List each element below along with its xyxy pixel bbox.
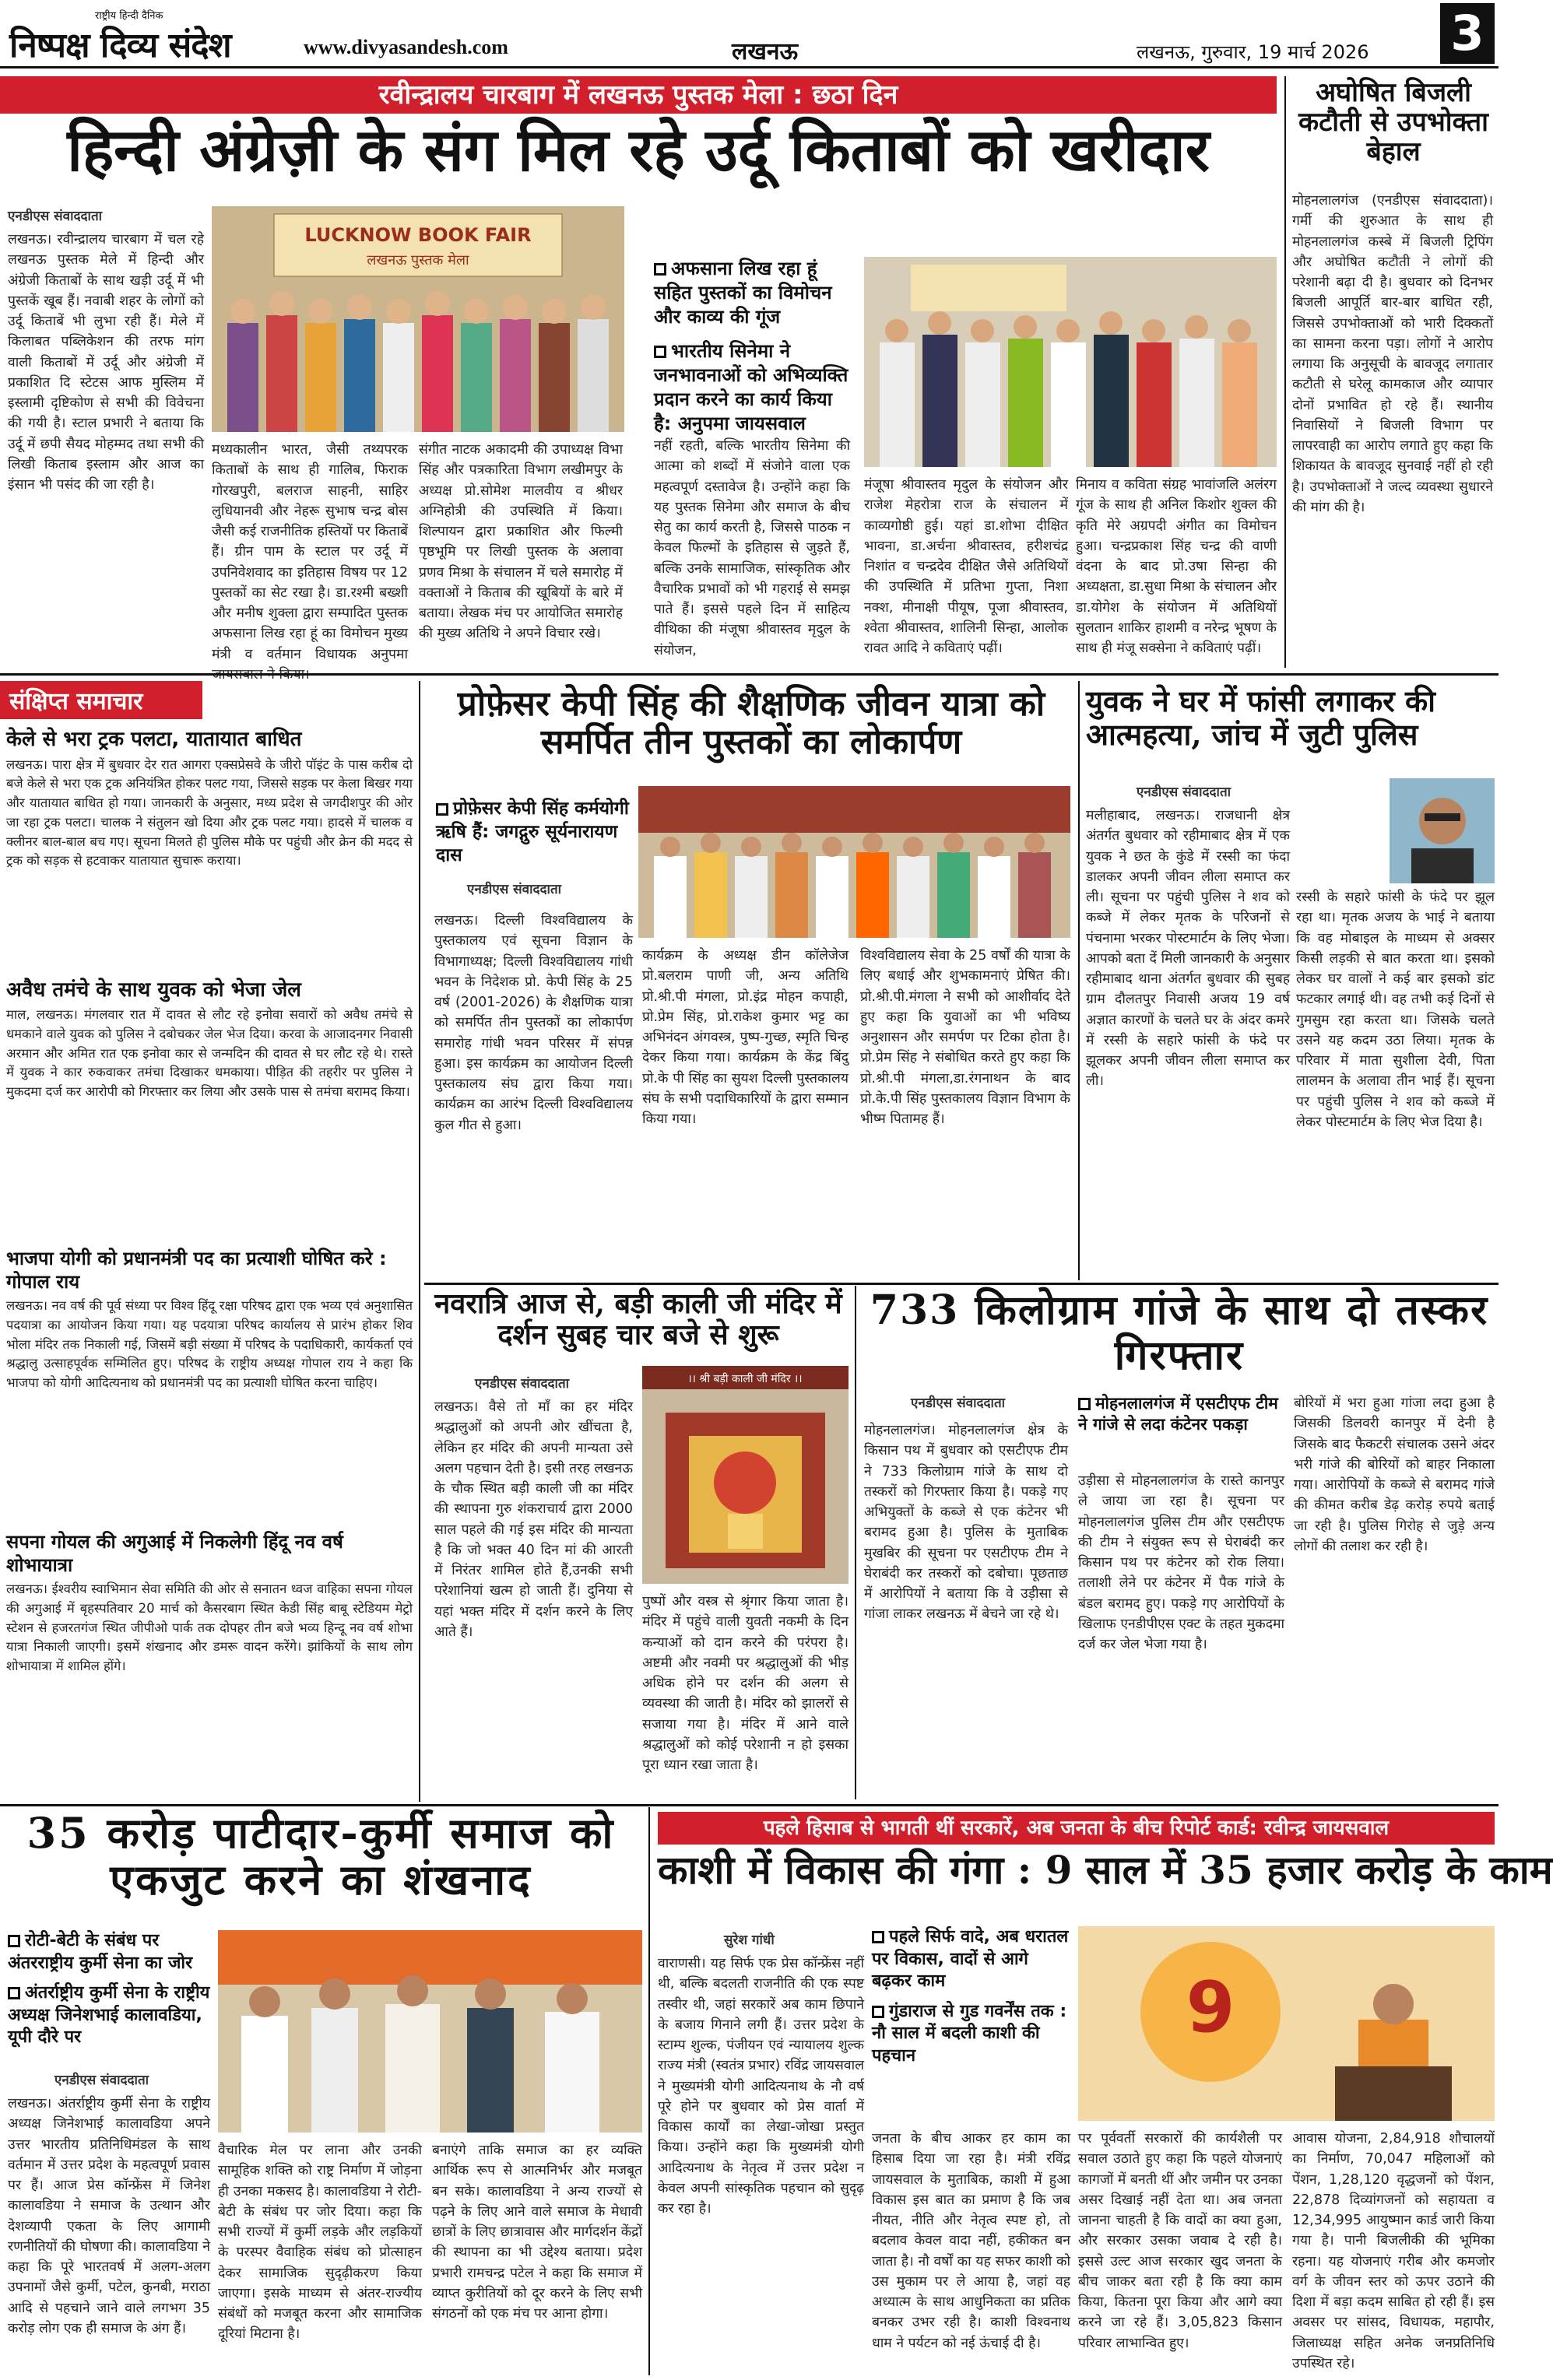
lead-col-1: लखनऊ। रवीन्द्रालय चारबाग में चल रहे लखनऊ पुस्तक मेले में हिन्दी और अंग्रेजी किताबों के साथ खड़ी उर्दू में भी पुस्तकें खूब हैं। नवाबी शहर के लोगों को उर्दू किताबें भी लुभा रही हैं। मेले में किलाबत पब्लिकेशन की तरफ मांग वाली किताबों में उर्दू और अंग्रेजी में प्रकाशित दि स्टेटस आफ मुस्लिम में इस्लामी दृष्टिकोण से सभी की विवेचना की गयी है। स्टाल प्रभारी ने बताया कि उर्दू में छपी सैयद मोहम्मद तथा सभी की लिखी किताब इस्लाम और आज का इंसान भी पसंद की जा रही है। [8, 232, 204, 493]
section-divider [424, 1283, 1499, 1285]
newspaper-logo[interactable] [9, 8, 290, 65]
lead-col-6: मिनाय व कविता संग्रह भावांजलि अलंरग गूंज के साथ ही अनिल किशोर शुक्ल की कृति मेरे अग्रपदी अंगीत का विमोचन हुआ। चन्द्रप्रकाश सिंह चन्द्र की वाणी वंदना के बाद प्रो.उषा सिन्हा की अध्यक्षता, डा.सुधा मिश्रा के संचालन और डा.योगेश के संयोजन में अतिथियों सुलतान शाकिर हाशमी व नरेन्द्र भूषण के साथ ही मंजू सक्सेना ने कविताएं पढ़ीं। [1076, 477, 1277, 656]
brief-text-1: लखनऊ। पारा क्षेत्र में बुधवार देर रात आगरा एक्सप्रेसवे के जीरो पॉइंट के पास करीब दो बजे केले से भरा एक ट्रक अनियंत्रित होकर पलट गया, जिससे सड़क पर केला बिखर गया और यातायात बाधित हो गया। जानकारी के अनुसार, मध्य प्रदेश से जगदीशपुर की ओर जा रहा ट्रक पलटा। चालक ने संतुलन खो दिया और ट्रक पलट गया। हादसे में चालक व क्लीनर बाल-बाल बच गए। सूचना मिलते ही पुलिस मौके पर पहुंची और क्रेन की मदद से ट्रक को सड़क से हटवाकर यातायात सुचारू कराया। [6, 756, 413, 869]
dateline: लखनऊ, गुरुवार, 19 मार्च 2026 [1137, 41, 1369, 63]
ganja-headline: 733 किलोग्राम गांजे के साथ दो तस्कर गिरफ्तार [870, 1287, 1489, 1380]
column-divider [1078, 681, 1080, 1280]
ganja-highlight: मोहनलालगंज में एसटीएफ टीम ने गांजे से लदा कंटेनर पकड़ा [1078, 1394, 1278, 1434]
square-bullet-icon [872, 1931, 884, 1943]
kurmi-highlight-1: रोटी-बेटी के संबंध पर अंतरराष्ट्रीय कुर्मी सेना का जोर [8, 1931, 193, 1973]
book-release-photo [864, 257, 1277, 467]
temple-banner-text: ।। श्री बड़ी काली जी मंदिर ।। [687, 1373, 803, 1385]
ganja-col-1: मोहनलालगंज। मोहनलालगंज क्षेत्र के किसान पथ में बुधवार को एसटीएफ टीम ने 733 किलोग्राम गांजे के साथ दो तस्करों को गिरफ्तार किया है। पकड़े गए अभियुक्तों के कब्जे से एक कंटेनर भी बरामद हुआ है। पुलिस के मुताबिक मुखबिर की सूचना पर एसटीएफ टीम ने घेराबंदी कर तस्करों को दबोचा। पूछताछ में आरोपियों ने बताया कि वे उड़ीसा से गांजा लाकर लखनऊ में बेचने जा रहे थे। [864, 1423, 1068, 1623]
masthead [0, 0, 1499, 68]
kashi-highlight-2: गुंडाराज से गुड गवर्नेंस तक : नौ साल में बदली काशी की पहचान [872, 2001, 1067, 2066]
logo-title: निष्पक्ष दिव्य संदेश [9, 26, 231, 65]
column-divider [648, 1807, 650, 2375]
kurmi-col-3: बनाएंगे ताकि समाज का हर व्यक्ति आर्थिक रूप से आत्मनिर्भर और मजबूत बन सके। कालावडिया ने अन्य राज्यों से पढ़ने के लिए आने वाले समाज के मेधावी छात्रों के लिए छात्रावास और मार्गदर्शन केंद्रों की स्थापना का भी उद्देश्य बताया। प्रदेश प्रभारी रामचन्द्र पटेल ने कहा कि समाज में व्याप्त कुरीतियों को दूर करने के लिए सभी संगठनों को एक मंच पर आना होगा। [432, 2143, 642, 2322]
navratri-col-2: पुष्पों और वस्त्र से श्रृंगार किया जाता है। मंदिर में पहुंचे वाली युवती नकमी के दिन कन्याओं को दान करने की परंपरा है। अष्टमी और नवमी पर श्रद्धालुओं की भीड़ अधिक होने पर दर्शन की अलग से व्यवस्था की जाती है। मंदिर को झालरों से सजाया गया है। मंदिर में आने वाले श्रद्धालुओं को कोई परेशानी न हो इसका पूरा ध्यान रखा जाता है। [642, 1594, 849, 1773]
kashi-col-1: वाराणसी। यह सिर्फ एक प्रेस कॉन्फ्रेंस नहीं थी, बल्कि बदलती राजनीति की एक स्पष्ट तस्वीर थी, जहां सरकारें अब काम छिपाने के बजाय गिनाने लगी हैं। उत्तर प्रदेश के स्टाम्प शुल्क, पंजीयन एवं न्यायालय शुल्क राज्य मंत्री (स्वतंत्र प्रभार) रविंद्र जायसवाल ने मुख्यमंत्री योगी आदित्यनाथ के नौ वर्ष पूरे होने पर बुधवार को प्रेस वार्ता में विकास कार्यों का लेखा-जोखा प्रस्तुत किया। उन्होंने कहा कि मुख्यमंत्री योगी आदित्यनाथ के नेतृत्व में उत्तर प्रदेश न केवल अपनी सांस्कृतिक पहचान को सुदृढ़ कर रहा है। [658, 1956, 864, 2217]
square-bullet-icon [8, 1987, 20, 1999]
kashi-byline: सुरेश गांधी [724, 1932, 775, 1948]
kp-col-1: लखनऊ। दिल्ली विश्वविद्यालय के पुस्तकालय एवं सूचना विज्ञान के विभागाध्यक्ष; दिल्ली विश्वविद्यालय गांधी भवन के निदेशक प्रो. केपी सिंह के 25 वर्ष (2001-2026) के शैक्षणिक यात्रा को समर्पित तीन पुस्तकों का लोकार्पण समारोह गांधी भवन परिसर में संपन्न हुआ। इस कार्यक्रम का आयोजन दिल्ली पुस्तकालय संघ द्वारा किया गया। कार्यक्रम का आरंभ दिल्ली विश्वविद्यालय कुल गीत से हुआ। [434, 913, 633, 1133]
kurmi-col-1: लखनऊ। अंतर्राष्ट्रीय कुर्मी सेना के राष्ट्रीय अध्यक्ष जिनेशभाई कालावडिया अपने उत्तर भारतीय प्रतिनिधिमंडल के साथ वर्तमान में उत्तर प्रदेश के महत्वपूर्ण प्रवास पर हैं। आज प्रेस कॉन्फ्रेंस में जिनेश कालावडिया ने समाज के उत्थान और देशव्यापी एकता के लिए आगामी रणनीतियों की घोषणा की। कालावडिया ने कहा कि पूरे भारतवर्ष में अलग-अलग उपनामों जैसे कुर्मी, पटेल, कुनबी, मराठा आदि से पहचाने जाने वाले लगभग 35 करोड़ लोग एक ही समाज के अंग हैं। [8, 2096, 210, 2336]
square-bullet-icon [8, 1935, 20, 1947]
kp-byline: एनडीएस संवाददाता [467, 882, 562, 897]
kurmi-highlight-2: अंतर्राष्ट्रीय कुर्मी सेना के राष्ट्रीय अध्यक्ष जिनेशभाई कालावडिया, यूपी दौरे पर [8, 1983, 210, 2048]
square-bullet-icon [654, 263, 666, 276]
column-divider [1284, 76, 1286, 668]
lead-kicker: रवीन्द्रालय चारबाग में लखनऊ पुस्तक मेला : छठा दिन [0, 76, 1277, 114]
lead-photo-2 [864, 257, 1277, 467]
kp-photo [638, 786, 1070, 938]
kashi-col-3: पर पूर्ववर्ती सरकारों की कार्यशैली पर सवाल उठाते हुए कहा कि पहले योजनाएं कागजों में बनती थीं और जमीन पर उनका असर दिखाई नहीं देता था। अब जनता जानना चाहती है कि वादों का क्या हुआ, और सरकार उसका जवाब दे रही है। इससे उल्ट आज सरकार खुद जनता के बीच जाकर बता रही है कि क्या काम किया, कितना पूरा किया और आगे क्या करने जा रहे हैं। 3,05,823 किसान परिवार लाभान्वित हुए। [1078, 2131, 1282, 2351]
temple-image [642, 1366, 849, 1584]
website-link[interactable]: www.divyasandesh.com [304, 36, 508, 58]
brief-text-2: माल, लखनऊ। मंगलवार रात में दावत से लौट रहे इनोवा सवारों को अवैध तमंचे से धमकाने वाले युवक को पुलिस ने दबोचकर जेल भेज दिया। करवा के आजादनगर निवासी अरमान और अमित रात एक इनोवा कार से जन्मदिन की दावत से घर लौट रहे थे। रास्ते में युवक ने कार रुकवाकर तमंचा दिखाकर धमकाया। पीड़ित की तहरीर पर पुलिस ने मुकदमा दर्ज कर आरोपी को गिरफ्तार कर लिया और उसके पास से तमंचा बरामद किया। [6, 1007, 413, 1099]
navratri-headline: नवरात्रि आज से, बड़ी काली जी मंदिर में दर्शन सुबह चार बजे से शुरू [434, 1287, 842, 1352]
kurmi-col-2: वैचारिक मेल पर लाना और उनकी सामूहिक शक्ति को राष्ट्र निर्माण में जोड़ना ही उनका मकसद है। कालावडिया ने रोटी-बेटी के संबंध पर जोर दिया। कहा कि सभी राज्यों में कुर्मी लड़के और लड़कियों के परस्पर वैवाहिक संबंध को प्रोत्साहन देकर सामाजिक सुदृढ़ीकरण किया जाएगा। इसके माध्यम से अंतर-राज्यीय संबंधों को मजबूत करना और सामाजिक दूरियां मिटाना है। [218, 2143, 422, 2343]
kurmi-byline: एनडीएस संवाददाता [54, 2073, 149, 2088]
kp-event-photo [638, 786, 1070, 938]
brief-title-4: सपना गोयल की अगुआई में निकलेगी हिंदू नव वर्ष शोभायात्रा [6, 1531, 343, 1576]
book-fair-group-photo [212, 206, 624, 432]
square-bullet-icon [654, 346, 666, 358]
kurmi-press-photo [218, 1930, 642, 2133]
kashi-highlight-1: पहले सिर्फ वादे, अब धरातल पर विकास, वादों से आगे बढ़कर काम [872, 1927, 1069, 1992]
square-bullet-icon [436, 803, 448, 816]
lead-highlight-1: अफसाना लिख रहा हूं सहित पुस्तकों का विमोचन और काव्य की गूंज [654, 258, 832, 328]
lead-byline: एनडीएस संवाददाता [8, 209, 103, 224]
kashi-col-4: आवास योजना, 2,84,918 शौचालयों का निर्माण, 70,047 महिलाओं को पेंशन, 1,28,120 वृद्धजनों को पेंशन, 22,878 दिव्यांगजनों को सहायता व 12,34,995 आयुष्मान कार्ड जारी किया गया है। पानी बिजलीकी की भूमिका रहना। यह योजनाएं गरीब और कमजोर वर्ग के जीवन स्तर को ऊपर उठाने की दिशा में बड़ा कदम साबित हो रही हैं। इस अवसर पर सांसद, विधायक, महापौर, जिलाध्यक्ष सहित अनेक जनप्रतिनिधि उपस्थित रहे। [1292, 2131, 1495, 2371]
kurmi-highlights [8, 1930, 210, 2049]
side-text: मोहनलालगंज (एनडीएस संवाददाता)। गर्मी की शुरुआत के साथ ही मोहनलालगंज कस्बे में बिजली ट्रिपिंग और अघोषित कटौती ने लोगों की परेशानी बढ़ा दी है। बुधवार को दिनभर बिजली आपूर्ति बार-बार बाधित रही, जिससे उपभोक्ताओं को भारी दिक्कतों का सामना करना पड़ा। लोगों ने आरोप लगाया कि अनुसूची के बावजूद लगातार कटौती से घरेलू कामकाज और व्यापार दोनों प्रभावित हो रहे हैं। स्थानीय निवासियों ने बिजली विभाग पर लापरवाही का आरोप लगाते हुए कहा कि शिकायत के बावजूद सुनवाई नहीं हो रही है। उपभोक्ताओं ने जल्द व्यवस्था सुधारने की मांग की है। [1292, 193, 1493, 515]
suicide-col-2: रस्सी के सहारे फांसी के फंदे पर झूल रहा था। मृतक अजय के भाई ने बताया कि वह मोबाइल के माध्यम से अक्सर किसी लड़की से बात करता था। इसको लेकर घर वालों ने कई बार इसको डांट फटकार लगाई थी। वह तभी कई दिनों से गुमसुम रहा करता था। जिसके चलते उसने यह कदम उठा लिया। मृतक के परिवार में माता सुशीला देवी, पिता लालमन के अलावा तीन भाई हैं। सूचना पर पहुंची पुलिस ने शव को कब्जे में लेकर पोस्टमार्टम के लिए भेज दिया है। [1296, 890, 1495, 1130]
lead-col-5: मंजूषा श्रीवास्तव मृदुल के संयोजन और राजेश मेहरोत्रा राज के संचालन में काव्यगोष्ठी हुई। यहां डा.शोभा दीक्षित भावना, डा.अर्चना श्रीवास्तव, हरीशचंद्र निशांत व चन्द्रदेव दीक्षित जैसे अतिथियों की उपस्थिति में प्रतिभा गुप्ता, निशा नक्श, मीनाक्षी पीयूष, पूजा श्रीवास्तव, श्वेता श्रीवास्तव, शालिनी सिन्हा, आलोक रावत आदि ने कविताएं पढ़ीं। [864, 477, 1068, 656]
ganja-col-2: उड़ीसा से मोहनलालगंज के रास्ते कानपुर ले जाया जा रहा है। सूचना पर मोहनलालगंज पुलिस टीम और एसटीएफ की टीम ने संयुक्त रूप से घेराबंदी कर किसान पथ पर कंटेनर को रोक लिया। तलाशी लेने पर कंटेनर में पैक गांजे के बंडल बरामद हुए। पकड़े गए आरोपियों के खिलाफ एनडीपीएस एक्ट के तहत मुकदमा दर्ज कर जेल भेजा गया है। [1078, 1473, 1284, 1652]
section-divider [0, 673, 1499, 676]
brief-title-3: भाजपा योगी को प्रधानमंत्री पद का प्रत्याशी घोषित करे : गोपाल राय [6, 1248, 387, 1293]
kashi-photo [1078, 1926, 1495, 2121]
square-bullet-icon [872, 2006, 884, 2018]
suicide-byline: एनडीएस संवाददाता [1137, 785, 1232, 800]
lead-col-4: नहीं रहती, बल्कि भारतीय सिनेमा की आत्मा को शब्दों में संजोने वाला एक महत्वपूर्ण दस्तावेज है। उन्होंने कहा कि यह पुस्तक सिनेमा और समाज के बीच सेतु का कार्य करती है, जिससे पाठक न केवल फिल्मों के इतिहास से जुड़ते हैं, बल्कि उनके सामाजिक, सांस्कृतिक और वैचारिक प्रभावों को भी गहराई से समझ पाते हैं। इससे पहले दिन में साहित्य वीथिका की मंजूषा श्रीवास्तव मृदुल के संयोजन, [654, 438, 850, 658]
kp-col-2: कार्यक्रम के अध्यक्ष डीन कॉलेजेज प्रो.बलराम पाणी जी, अन्य अतिथि प्रो.श्री.पी मंगला, प्रो.इंद्र मोहन कपाही, प्रो.प्रेम सिंह, प्रो.राकेश कुमार भट्ट का अभिनंदन अंगवस्त्र, पुष्प-गुच्छ, स्मृति चिन्ह देकर किया गया। कार्यक्रम के केंद्र बिंदु प्रो.के पी सिंह का सुयश दिल्ली पुस्तकालय संघ के सभी पदाधिकारियों के द्वारा सम्मान किया गया। [642, 948, 849, 1127]
navratri-byline: एनडीएस संवाददाता [475, 1376, 570, 1392]
ganja-col-3: बोरियों में भरा हुआ गांजा लदा हुआ है जिसकी डिलवरी कानपुर में देनी है जिसके बाद फैकटरी संचालक उसने अंदर भरी गांजे की बोरियों को बाहर निकाला गया। आरोपियों के कब्जे से बरामद गांजे की कीमत करीब डेढ़ करोड़ रुपये बताई जा रही है। पुलिस गिरोह से जुड़े अन्य लोगों की तलाश कर रही है। [1294, 1395, 1495, 1554]
section-divider [0, 1804, 1499, 1806]
navratri-col-1: लखनऊ। वैसे तो माँ का हर मंदिर श्रद्धालुओं को अपनी ओर खींचता है, लेकिन हर मंदिर की अपनी मान्यता उसे अलग पहचान देती है। इसी तरह लखनऊ के चौक स्थित बड़ी काली जी का मंदिर की स्थापना गुरु शंकराचार्य द्वारा 2000 साल पहले की गई इस मंदिर की मान्यता है कि जो भक्त 40 दिन मां की आरती में निरंतर शामिल होते हैं,उनकी सभी परेशानियां खत्म हो जाती हैं। दुनिया से यहां भक्त मंदिर में दर्शन करने के लिए आते हैं। [434, 1399, 633, 1640]
lead-headline: हिन्दी अंग्रेज़ी के संग मिल रहे उर्दू किताबों को खरीदार [67, 115, 1210, 184]
lead-col-2: मध्यकालीन भारत, जैसी तथ्यपरक किताबों के साथ ही गालिब, फिराक गोरखपुरी, बलराज साहनी, साहिर लुधियानवी और नेहरू सुभाष चन्द्र बोस जैसी कई राजनीतिक हस्तियों पर किताबें हैं। ग्रीन पाम के स्टाल पर उर्दू में उपनिवेशवाद का इतिहास विषय पर 12 पुस्तकों का सेट रखा है। डा.रश्मी बख्शी और मनीष शुक्ला द्वारा सम्पादित पुस्तक अफसाना लिख रहा हूं का विमोचन मुख्य मंत्री व वर्तमान विधायक अनुपमा [212, 442, 408, 662]
brief-text-4: लखनऊ। ईश्वरीय स्वाभिमान सेवा समिति की ओर से सनातन ध्वज वाहिका सपना गोयल की अगुआई में बृहस्पतिवार 20 मार्च को कैसरबाग स्थित केडी सिंह बाबू स्टेडियम मेट्रो स्टेशन से हजरतगंज स्थित जीपीओ पार्क तक दोपहर तीन बजे भव्य हिन्दू नव वर्ष शोभा यात्रा निकाली जाएगी। इसमें शंखनाद और डमरू वादन करेंगे। झांकियों के साथ लोग शोभायात्रा में शामिल होंगे। [6, 1581, 413, 1673]
briefs-header: संक्षिप्त समाचार [0, 681, 202, 719]
person-photo [1390, 778, 1495, 883]
lead-photo-1 [212, 206, 624, 432]
kurmi-headline: 35 करोड़ पाटीदार-कुर्मी समाज को एकजुट करने का शंखनाद [26, 1808, 616, 1905]
side-headline: अघोषित बिजली कटौती से उपभोक्ता बेहाल [1298, 77, 1488, 168]
ganja-byline: एनडीएस संवाददाता [911, 1395, 1006, 1411]
kp-headline: प्रोफ़ेसर केपी सिंह की शैक्षणिक जीवन यात्रा को समर्पित तीन पुस्तकों का लोकार्पण [457, 684, 1045, 763]
lead-highlights [654, 257, 849, 436]
svg-text:9: 9 [1186, 1967, 1235, 2048]
square-bullet-icon [1078, 1398, 1091, 1410]
edition-city: लखनऊ [732, 38, 799, 65]
lead-col-3: संगीत नाटक अकादमी की उपाध्यक्ष विभा सिंह और पत्रकारिता विभाग लखीमपुर के अध्यक्ष प्रो.सोमेश मालवीय व श्रीधर अग्निहोत्री की उपस्थिति में किया। शिल्पायन द्वारा प्रकाशित और फिल्मी पृष्ठभूमि पर लिखी पुस्तक के अलावा प्रणव मिश्रा के संचालन में चले समारोह में वक्ताओं ने किताब की खूबियों के बारे में बताया। लेखक मंच पर आयोजित समारोह की मुख्य अतिथि ने अपने विचार रखे। [419, 442, 623, 642]
kashi-col-2: जनता के बीच आकर हर काम का हिसाब दिया जा रहा है। मंत्री रविंद्र जायसवाल के मुताबिक, काशी में हुआ विकास इस बात का प्रमाण है कि जब नीयत, नीति और नेतृत्व स्पष्ट हो, तो बदलाव केवल वादा नहीं, हकीकत बन जाता है। नौ वर्षों का यह सफर काशी को उस मुकाम पर ले आया है, जहां वह अध्यात्म के साथ आधुनिकता का प्रतिक बनकर उभर रही है। काशी विश्वनाथ धाम ने पर्यटन को नई ऊंचाई दी है। [872, 2131, 1070, 2351]
kashi-headline: काशी में विकास की गंगा : 9 साल में 35 हजार करोड़ के काम [658, 1847, 1553, 1893]
logo-tagline: राष्ट्रीय हिन्दी दैनिक [95, 10, 163, 22]
banner-subtext: लखनऊ पुस्तक मेला [367, 252, 469, 269]
suicide-col-1: मलीहाबाद, लखनऊ। राजधानी क्षेत्र अंतर्गत बुधवार को रहीमाबाद क्षेत्र में एक युवक ने छत के कुंडे में रस्सी का फंदा डालकर अपनी जीवन लीला समाप्त कर ली। सूचना पर पहुंची पुलिस ने शव को कब्जे में लेकर मृतक के परिजनों से पंचनामा भरकर पोस्टमार्टम के लिए भेजा। आपको बता दें मिली जानकारी के अनुसार रहीमाबाद थाना अंतर्गत बुधवार की सुबह ग्राम दौलतपुर निवासी अजय 19 वर्ष अज्ञात कारणों के चलते घर के अंदर कमरे में रस्सी के सहारे फांसी के फंदे पर झूलकर अपनी जीवन लीला समाप्त कर ली। [1086, 808, 1290, 1090]
brief-text-3: लखनऊ। नव वर्ष की पूर्व संध्या पर विश्व हिंदू रक्षा परिषद द्वारा एक भव्य एवं अनुशासित पदयात्रा का आयोजन किया गया। यह पदयात्रा परिषद कार्यालय से प्रारंभ होकर शिव भोला मंदिर तक निकाली गई, जिसमें बड़ी संख्या में परिषद के पदाधिकारी, कार्यकर्ता एवं श्रद्धालु उत्साहपूर्वक सम्मिलित हुए। परिषद के राष्ट्रीय अध्यक्ष गोपाल राय ने कहा कि भाजपा को योगी आदित्यनाथ को प्रधानमंत्री पद का प्रत्याशी घोषित करना चाहिए। [6, 1298, 413, 1390]
page-number: 3 [1440, 3, 1495, 64]
suicide-headline: युवक ने घर में फांसी लगाकर की आत्महत्या, जांच में जुटी पुलिस [1086, 683, 1435, 752]
temple-photo [642, 1366, 849, 1584]
victim-photo [1390, 778, 1495, 883]
kashi-highlights [872, 1926, 1070, 2068]
kurmi-photo [218, 1930, 642, 2133]
lead-highlight-2: भारतीय सिनेमा ने जनभावनाओं को अभिव्यक्ति प्रदान करने का कार्य किया है: अनुपमा जायसवाल [654, 339, 849, 435]
brief-title-2: अवैध तमंचे के साथ युवक को भेजा जेल [6, 978, 301, 1002]
kashi-kicker: पहले हिसाब से भागती थीं सरकारें, अब जनता के बीच रिपोर्ट कार्ड: रवीन्द्र जायसवाल [658, 1812, 1495, 1845]
briefs-section [0, 681, 420, 1802]
minister-press-photo [1078, 1926, 1495, 2121]
column-divider [855, 1286, 856, 1799]
kp-col-3: विश्वविद्यालय सेवा के 25 वर्षों की यात्रा के लिए बधाई और शुभकामनाएं प्रेषित की। प्रो.श्री.पी.मंगला ने सभी को आशीर्वाद देते हुए कहा कि युवाओं का भी भविष्य अनुशासन और समर्पण पर टिका होता है। प्रो.प्रेम सिंह ने संबोधित करते हुए कहा कि प्रो.श्री.पी मंगला,डा.रंगनाथन के बाद प्रो.के.पी सिंह पुस्तकालय विज्ञान विभाग के भीष्म पितामह हैं। [860, 948, 1070, 1127]
brief-title-1: केले से भरा ट्रक पलटा, यातायात बाधित [6, 728, 302, 751]
banner-text: LUCKNOW BOOK FAIR [304, 224, 532, 246]
kp-highlight: प्रोफ़ेसर केपी सिंह कर्मयोगी ऋषि हैं: जगद्गुरु सूर्यनारायण दास [436, 799, 629, 865]
